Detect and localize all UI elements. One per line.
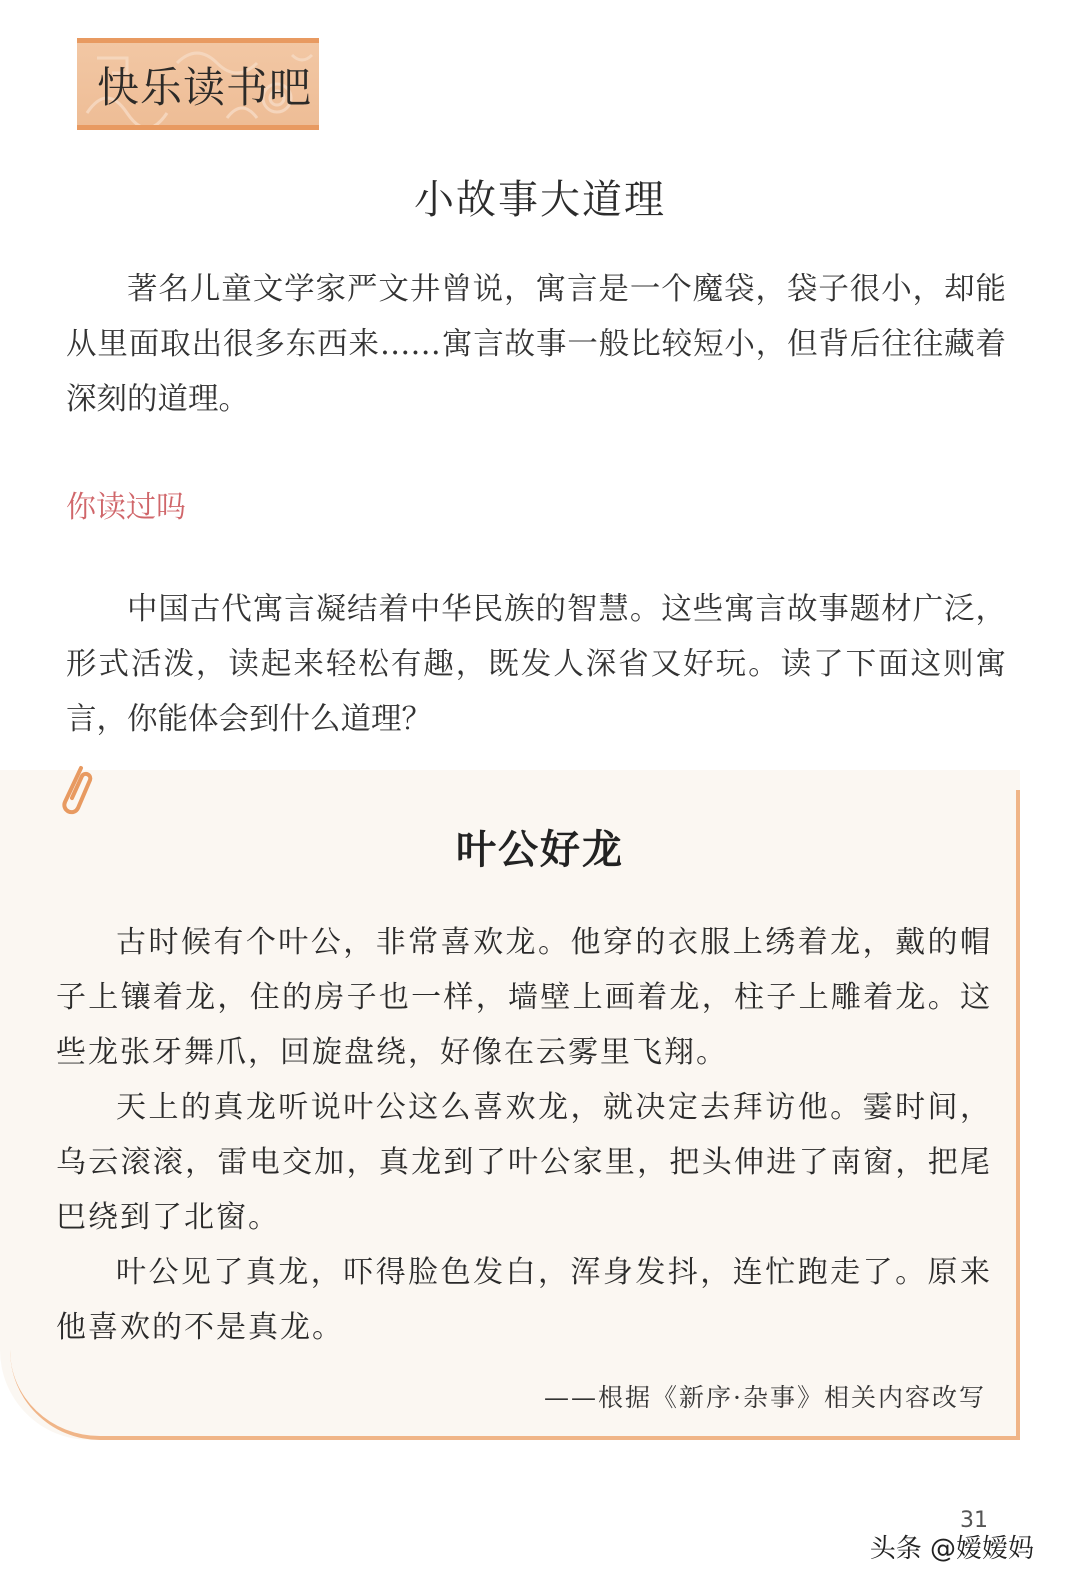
page-number: 31 xyxy=(960,1508,988,1533)
section-heading: 你读过吗 xyxy=(66,490,186,525)
story-title: 叶公好龙 xyxy=(456,826,624,873)
intro-paragraph: 著名儿童文学家严文井曾说，寓言是一个魔袋，袋子很小，却能从里面取出很多东西来……寓言故事一般比较短小，但背后往往藏着深刻的道理。 xyxy=(66,272,1006,417)
story-source: ——根据《新序·杂事》相关内容改写 xyxy=(544,1383,986,1412)
section-badge xyxy=(77,38,319,130)
page-title: 小故事大道理 xyxy=(414,177,666,223)
story-body xyxy=(56,915,992,1355)
story-paragraph: 天上的真龙听说叶公这么喜欢龙，就决定去拜访他。霎时间，乌云滚滚，雷电交加，真龙到了叶公家里，把头伸进了南窗，把尾巴绕到了北窗。 xyxy=(56,1090,992,1235)
section-badge-label: 快乐读书吧 xyxy=(97,63,313,112)
section-paragraph: 中国古代寓言凝结着中华民族的智慧。这些寓言故事题材广泛，形式活泼，读起来轻松有趣，既发人深省又好玩。读了下面这则寓言，你能体会到什么道理？ xyxy=(66,592,1006,737)
story-paragraph: 叶公见了真龙，吓得脸色发白，浑身发抖，连忙跑走了。原来他喜欢的不是真龙。 xyxy=(56,1255,992,1345)
story-paragraph: 古时候有个叶公，非常喜欢龙。他穿的衣服上绣着龙，戴的帽子上镶着龙，住的房子也一样，墙壁上画着龙，柱子上雕着龙。这些龙张牙舞爪，回旋盘绕，好像在云雾里飞翔。 xyxy=(56,925,992,1070)
watermark: 头条 @嫒嫒妈 xyxy=(869,1534,1034,1564)
paperclip-icon xyxy=(55,762,95,818)
